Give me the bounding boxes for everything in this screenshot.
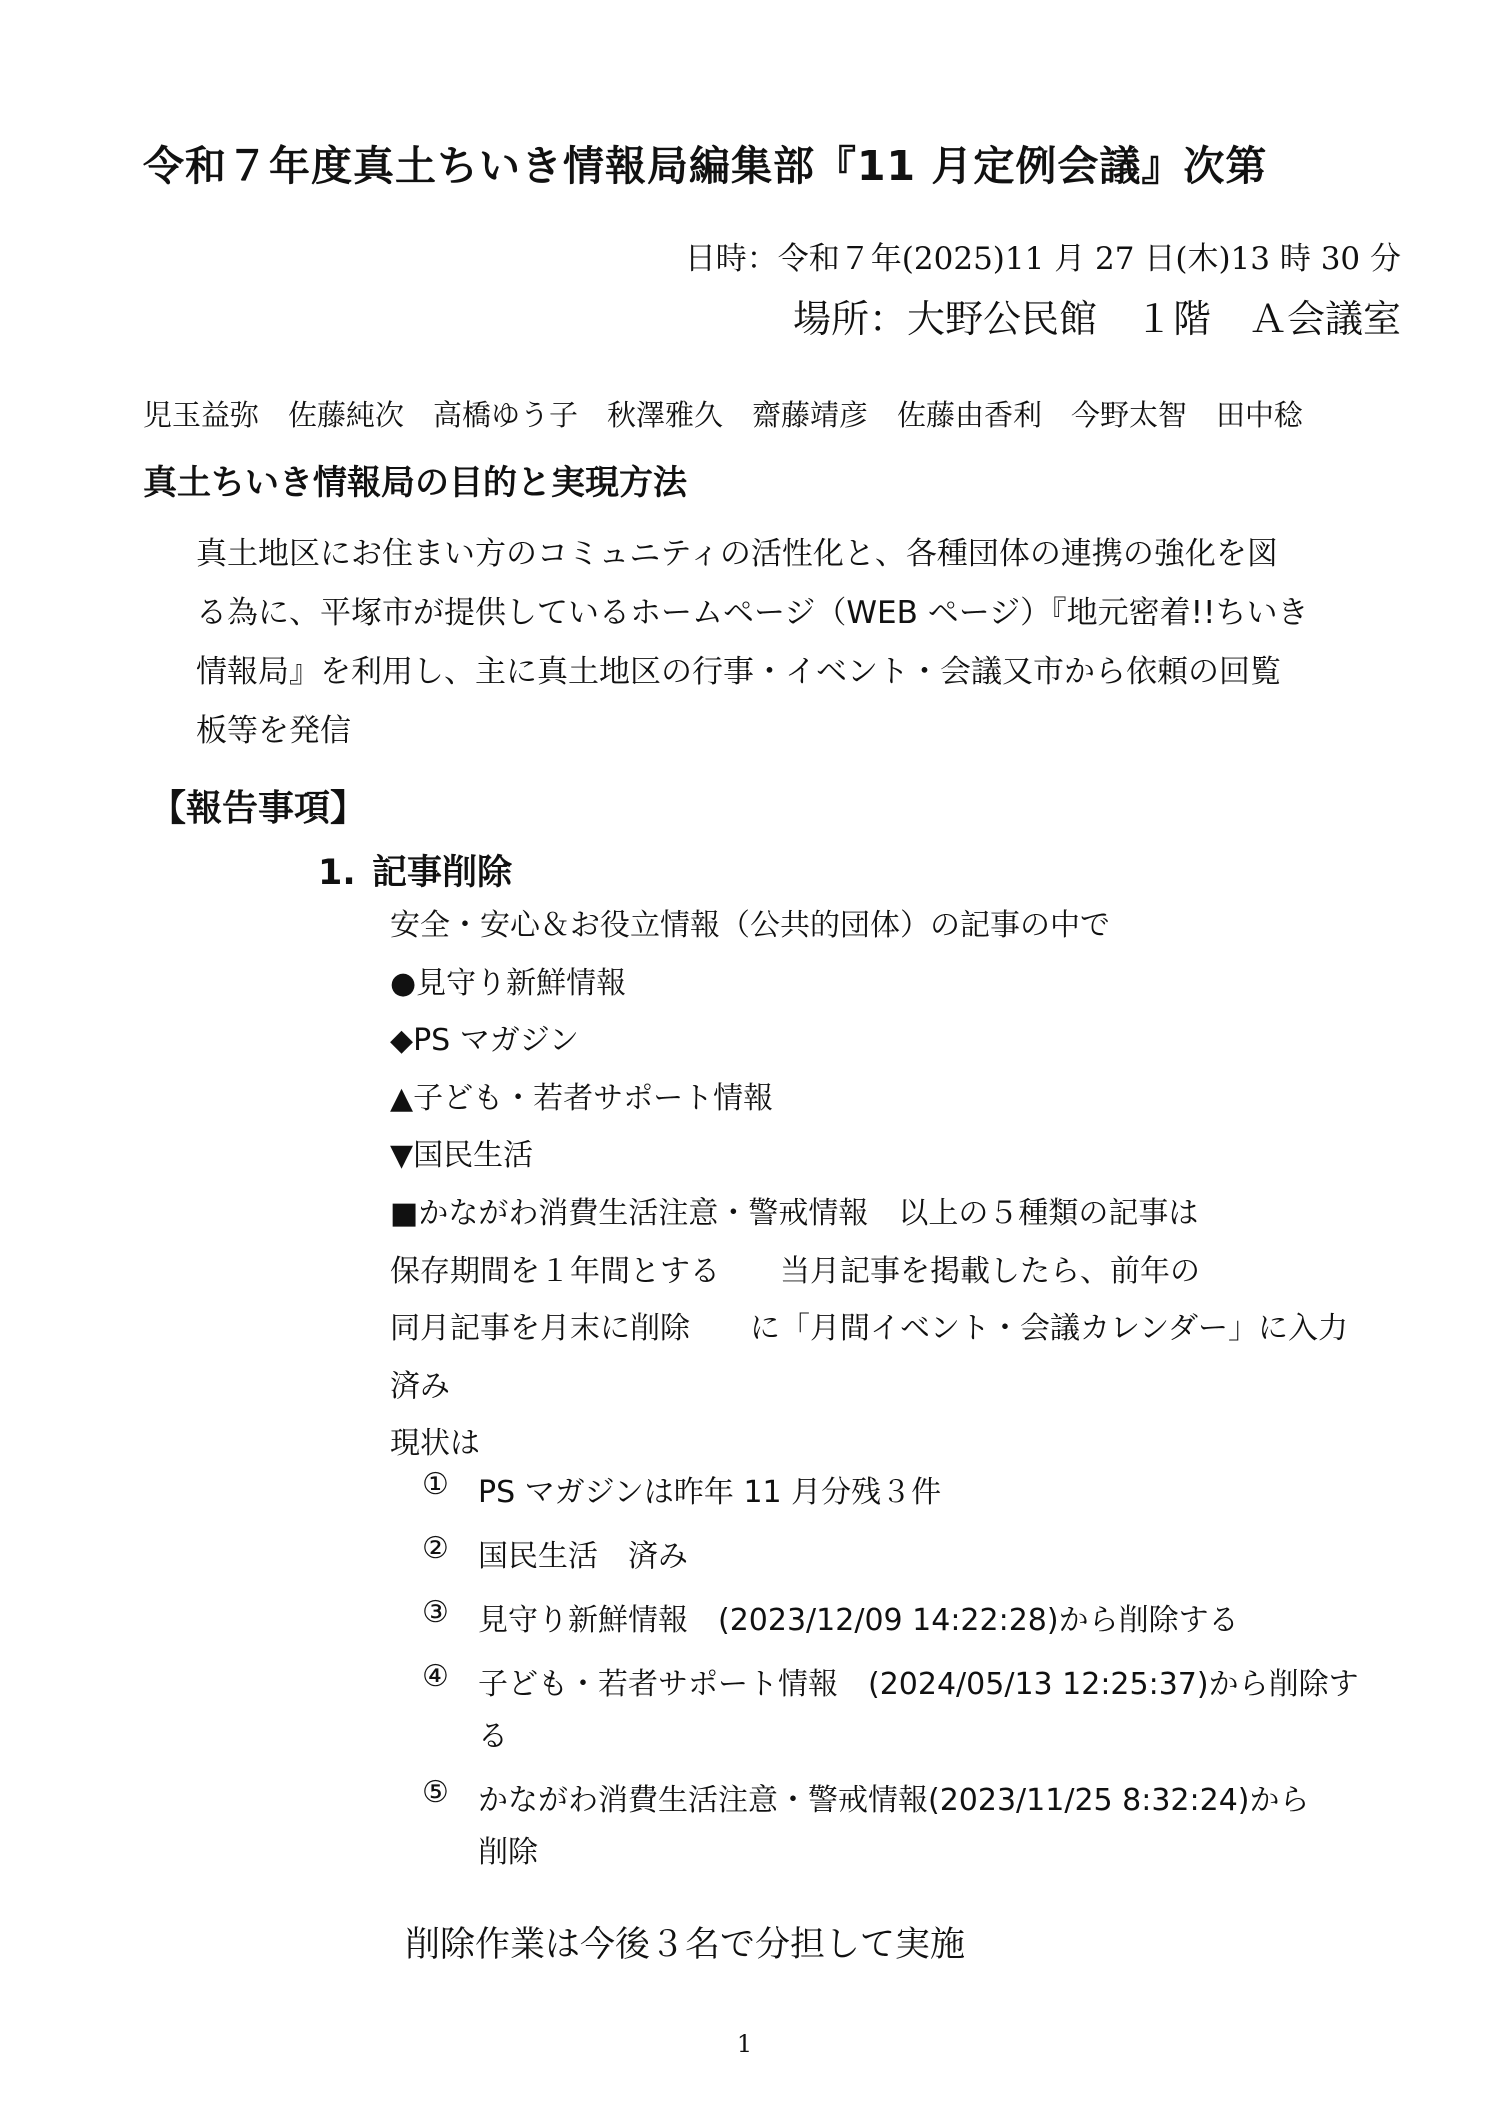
report-heading: 【報告事項】 (150, 788, 367, 829)
body-line: 済み (390, 1368, 450, 1404)
report-item-title: 記事削除 (372, 853, 513, 893)
status-item (422, 1659, 1359, 1763)
status-text: 子ども・若者サポート情報 (2024/05/13 12:25:37)から削除す (478, 1667, 1359, 1702)
purpose-heading: 真土ちいき情報局の目的と実現方法 (143, 463, 687, 503)
meeting-datetime: 日時：令和７年(2025)11 月 27 日(木)13 時 30 分 (684, 241, 1401, 277)
purpose-paragraph (196, 525, 1356, 761)
purpose-line: 情報局』を利用し、主に真土地区の行事・イベント・会議又市から依頼の回覧 (196, 654, 1281, 690)
report-item-body (390, 897, 1348, 1473)
report-item-heading (318, 845, 512, 895)
body-line: ▼国民生活 (390, 1138, 534, 1174)
status-item (422, 1595, 1359, 1647)
body-line: 同月記事を月末に削除 に「月間イベント・会議カレンダー」に入力 (390, 1311, 1349, 1347)
body-line: 現状は (390, 1426, 480, 1462)
status-list (422, 1467, 1359, 1879)
purpose-line: る為に、平塚市が提供しているホームページ（WEB ページ）『地元密着!!ちいき (196, 595, 1309, 631)
status-item (422, 1467, 1359, 1519)
body-line: ■かながわ消費生活注意・警戒情報 以上の５種類の記事は (390, 1195, 1199, 1231)
status-text: る (478, 1719, 508, 1754)
status-item (422, 1531, 1359, 1583)
status-item (422, 1775, 1359, 1879)
purpose-line: 板等を発信 (196, 713, 351, 749)
body-line: ●見守り新鮮情報 (390, 965, 627, 1001)
status-text: 削除 (478, 1835, 538, 1870)
status-number: ③ (422, 1595, 449, 1630)
status-text: PS マガジンは昨年 11 月分残３件 (478, 1475, 942, 1510)
meeting-place: 場所：大野公民館 １階 Ａ会議室 (792, 297, 1401, 341)
status-number: ⑤ (422, 1775, 449, 1810)
body-line: ▲子ども・若者サポート情報 (390, 1080, 774, 1116)
status-text: 国民生活 済み (478, 1539, 688, 1574)
status-number: ① (422, 1467, 449, 1502)
attendee-list: 児玉益弥 佐藤純次 高橋ゆう子 秋澤雅久 齋藤靖彦 佐藤由香利 今野太智 田中稔 (143, 398, 1304, 432)
status-text: 見守り新鮮情報 (2023/12/09 14:22:28)から削除する (478, 1603, 1239, 1638)
page-title: 令和７年度真土ちいき情報局編集部『11 月定例会議』次第 (143, 142, 1268, 190)
body-line: 安全・安心＆お役立情報（公共的団体）の記事の中で (390, 908, 1110, 943)
report-item-number: 1. (318, 853, 356, 893)
page-number: 1 (736, 2030, 753, 2058)
status-text: かながわ消費生活注意・警戒情報(2023/11/25 8:32:24)から (478, 1783, 1310, 1818)
purpose-line: 真土地区にお住まい方のコミュニティの活性化と、各種団体の連携の強化を図 (196, 536, 1278, 572)
closing-note: 削除作業は今後３名で分担して実施 (405, 1925, 966, 1965)
status-number: ④ (422, 1659, 449, 1694)
body-line: ◆PS マガジン (390, 1023, 579, 1059)
status-number: ② (422, 1531, 449, 1566)
body-line: 保存期間を１年間とする 当月記事を掲載したら、前年の (390, 1253, 1200, 1289)
